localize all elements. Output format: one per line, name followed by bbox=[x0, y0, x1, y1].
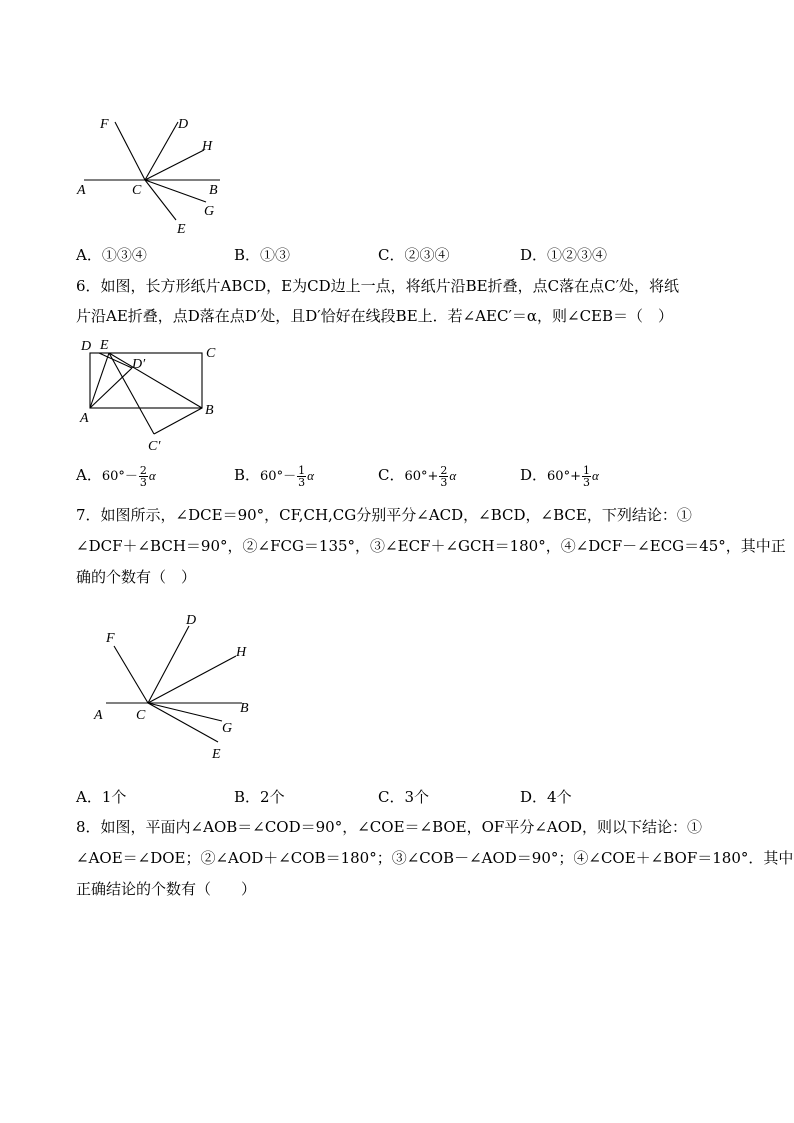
q6-figure bbox=[74, 336, 224, 460]
q6-line-ae bbox=[90, 353, 109, 408]
q7-text-line-3: 确的个数有（ ） bbox=[76, 568, 197, 586]
q5-label-a: A bbox=[77, 183, 86, 198]
q7-ray-ch bbox=[148, 656, 236, 703]
q7-label-h: H bbox=[236, 645, 247, 660]
q6-label-b: B bbox=[205, 403, 214, 418]
q6-label-d-prime: D′ bbox=[132, 357, 146, 372]
q6-line-cprime-b bbox=[154, 408, 202, 434]
q5-option-b[interactable]: B．①③ bbox=[234, 246, 291, 264]
q8-text-line-2: ∠AOE＝∠DOE；②∠AOD＋∠COB＝180°；③∠COB－∠AOD＝90°；④∠COE＋∠BOF＝180°．其中 bbox=[76, 849, 794, 867]
q7-options bbox=[76, 786, 736, 808]
q7-label-a: A bbox=[94, 708, 103, 723]
q6-label-d: D bbox=[81, 339, 92, 354]
q5-label-f: F bbox=[100, 117, 109, 132]
q5-option-c[interactable]: C．②③④ bbox=[378, 246, 450, 264]
q7-label-g: G bbox=[222, 721, 233, 736]
q8-text-line-3: 正确结论的个数有（ ） bbox=[76, 880, 257, 898]
q7-option-c[interactable]: C．3个 bbox=[378, 788, 430, 806]
q5-option-a[interactable]: A．①③④ bbox=[76, 246, 147, 264]
q6-option-c[interactable]: C．60°+ $\frac{2}{3}$ α bbox=[378, 463, 457, 489]
q6-label-c-prime: C′ bbox=[148, 439, 161, 454]
q7-option-d[interactable]: D．4个 bbox=[520, 788, 572, 806]
q7-option-b[interactable]: B．2个 bbox=[234, 788, 285, 806]
q6-line-eb bbox=[109, 353, 202, 408]
q5-ray-cf bbox=[115, 122, 145, 180]
q7-figure bbox=[86, 608, 266, 768]
q8-text-line-1: 8．如图，平面内∠AOB＝∠COD＝90°，∠COE＝∠BOE，OF平分∠AOD，则以下结论：① bbox=[76, 818, 703, 836]
q6-rectangle bbox=[90, 353, 202, 408]
q7-text-line-2: ∠DCF＋∠BCH＝90°，②∠FCG＝135°，③∠ECF＋∠GCH＝180°，④∠DCF－∠ECG＝45°，其中正 bbox=[76, 537, 786, 555]
q5-label-d: D bbox=[178, 117, 189, 132]
q6-label-e: E bbox=[100, 338, 109, 353]
q7-ray-cf bbox=[114, 646, 148, 703]
q7-label-b: B bbox=[240, 701, 249, 716]
q5-label-e: E bbox=[177, 222, 186, 237]
q5-figure bbox=[70, 110, 230, 238]
q7-ray-ce bbox=[148, 703, 218, 742]
q6-line-ad-prime bbox=[90, 368, 132, 408]
q6-option-b[interactable]: B．60°－ $\frac{1}{3}$ α bbox=[234, 463, 314, 489]
q5-label-g: G bbox=[204, 204, 215, 219]
q6-options bbox=[76, 464, 736, 492]
q7-label-c: C bbox=[136, 708, 146, 723]
q6-label-c: C bbox=[206, 346, 216, 361]
q6-text-line-2: 片沿AE折叠，点D落在点D′处，且D′恰好在线段BE上．若∠AEC′＝α，则∠CEB＝（ ） bbox=[76, 307, 674, 325]
q7-ray-cg bbox=[148, 703, 222, 721]
q5-label-h: H bbox=[202, 139, 213, 154]
q7-option-a[interactable]: A．1个 bbox=[76, 788, 127, 806]
q5-label-c: C bbox=[132, 183, 142, 198]
q6-option-d[interactable]: D．60°+ $\frac{1}{3}$ α bbox=[520, 463, 599, 489]
q6-text-line-1: 6．如图，长方形纸片ABCD，E为CD边上一点，将纸片沿BE折叠，点C落在点C′处，将纸 bbox=[76, 277, 679, 295]
q7-label-d: D bbox=[186, 613, 197, 628]
q5-options bbox=[76, 244, 736, 266]
q5-label-b: B bbox=[209, 183, 218, 198]
q6-label-a: A bbox=[80, 411, 89, 426]
q7-label-e: E bbox=[212, 747, 221, 762]
q6-option-a[interactable]: A．60°－ $\frac{2}{3}$ α bbox=[76, 463, 156, 489]
q5-option-d[interactable]: D．①②③④ bbox=[520, 246, 608, 264]
q7-label-f: F bbox=[106, 631, 115, 646]
q7-text-line-1: 7．如图所示，∠DCE＝90°，CF,CH,CG分别平分∠ACD，∠BCD，∠BCE，下列结论：① bbox=[76, 506, 692, 524]
